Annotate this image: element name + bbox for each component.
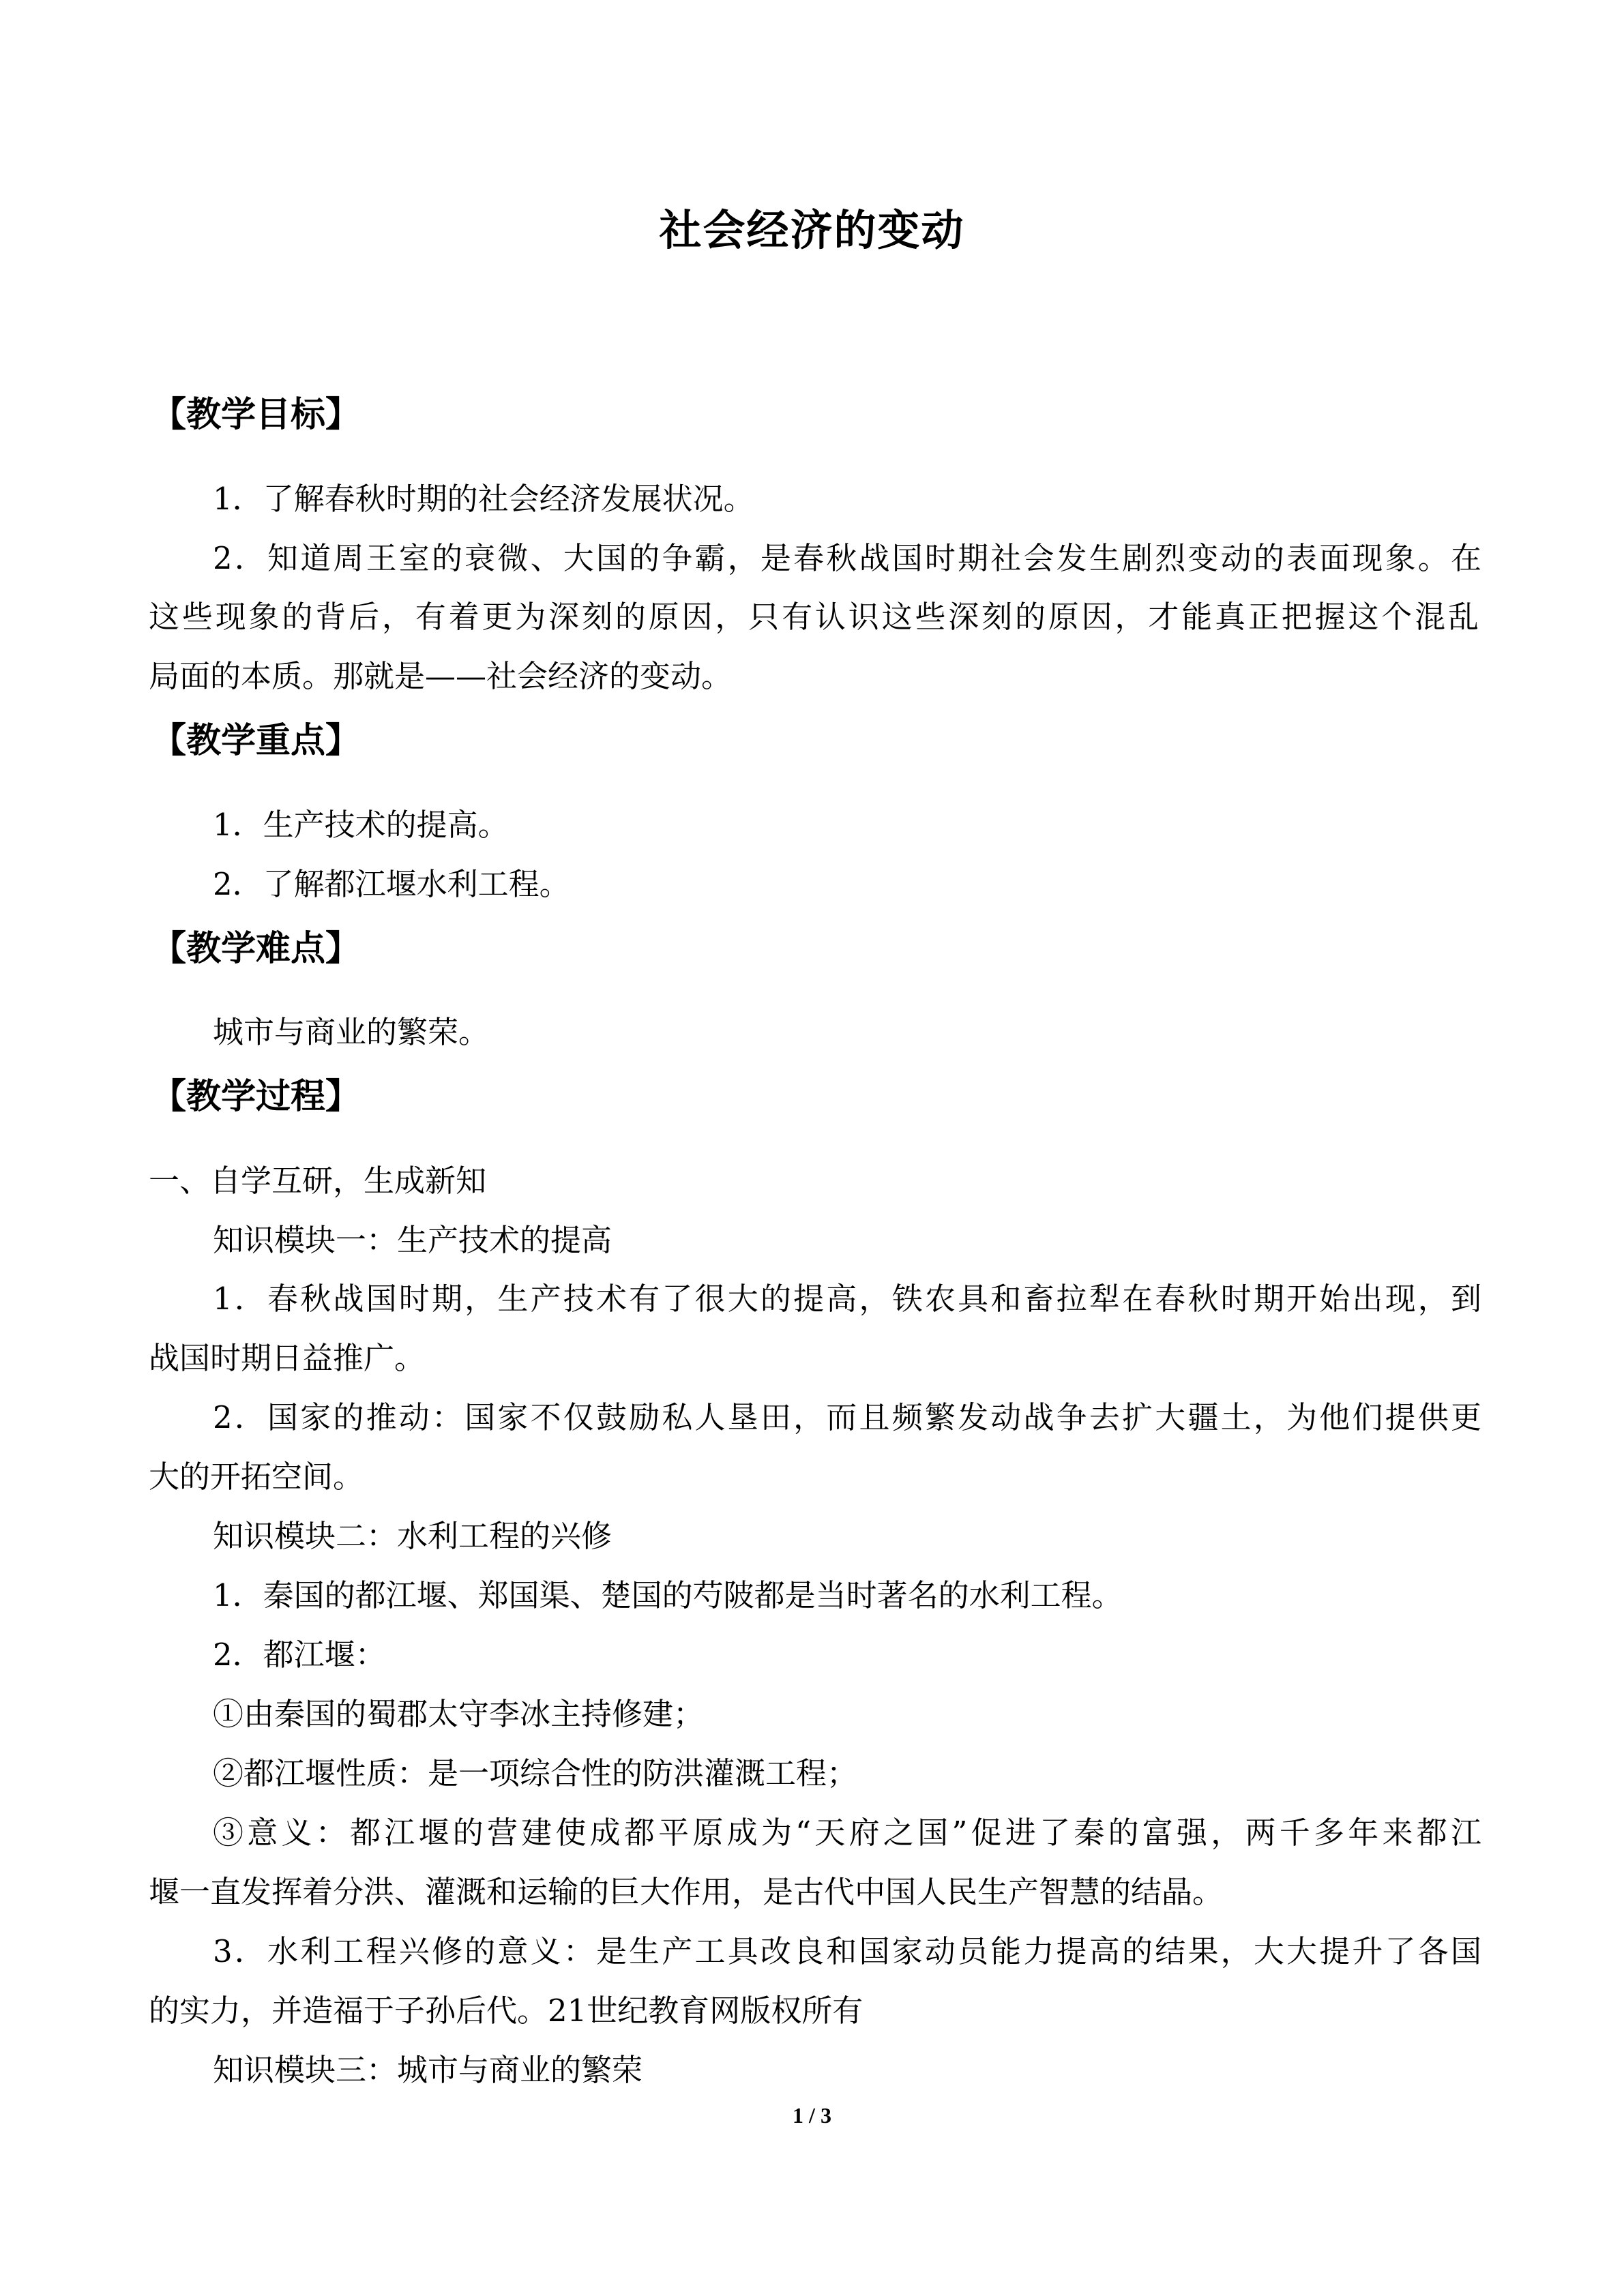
paragraph-line: ③意义：都江堰的营建使成都平原成为“天府之国”促进了秦的富强，两千多年来都江 bbox=[213, 1815, 1481, 1851]
paragraph-line: 的实力，并造福于子孙后代。21世纪教育网版权所有 bbox=[149, 1993, 863, 2029]
paragraph-line: 1．春秋战国时期，生产技术有了很大的提高，铁农具和畜拉犁在春秋时期开始出现，到 bbox=[213, 1281, 1481, 1317]
paragraph-line: 2．知道周王室的衰微、大国的争霸，是春秋战国时期社会发生剧烈变动的表面现象。在 bbox=[213, 540, 1481, 576]
paragraph-line: 2．了解都江堰水利工程。 bbox=[213, 866, 570, 902]
paragraph-line: 这些现象的背后，有着更为深刻的原因，只有认识这些深刻的原因，才能真正把握这个混乱 bbox=[149, 599, 1479, 635]
paragraph-line: 1．了解春秋时期的社会经济发展状况。 bbox=[213, 481, 754, 517]
page-number: 1 / 3 bbox=[793, 2103, 831, 2128]
paragraph-line: 2．都江堰： bbox=[213, 1637, 386, 1673]
document-title: 社会经济的变动 bbox=[659, 205, 965, 255]
section-heading-difficulties: 【教学难点】 bbox=[151, 929, 361, 969]
section-heading-process: 【教学过程】 bbox=[151, 1077, 361, 1117]
paragraph-line: 一、自学互研，生成新知 bbox=[149, 1163, 487, 1199]
paragraph-line: ①由秦国的蜀郡太守李冰主持修建； bbox=[213, 1696, 705, 1732]
section-heading-key-points: 【教学重点】 bbox=[151, 721, 361, 761]
paragraph-line: 堰一直发挥着分洪、灌溉和运输的巨大作用，是古代中国人民生产智慧的结晶。 bbox=[149, 1874, 1224, 1910]
paragraph-line: 局面的本质。那就是——社会经济的变动。 bbox=[149, 658, 733, 694]
paragraph-line: 城市与商业的繁荣。 bbox=[213, 1014, 490, 1050]
paragraph-line: 1．生产技术的提高。 bbox=[213, 807, 509, 843]
paragraph-line: 知识模块一：生产技术的提高 bbox=[213, 1222, 612, 1258]
paragraph-line: 大的开拓空间。 bbox=[149, 1459, 364, 1495]
paragraph-line: 知识模块三：城市与商业的繁荣 bbox=[213, 2052, 643, 2088]
section-heading-goals: 【教学目标】 bbox=[151, 395, 361, 435]
paragraph-line: 2．国家的推动：国家不仅鼓励私人垦田，而且频繁发动战争去扩大疆土，为他们提供更 bbox=[213, 1399, 1481, 1435]
paragraph-line: ②都江堰性质：是一项综合性的防洪灌溉工程； bbox=[213, 1755, 858, 1791]
paragraph-line: 3．水利工程兴修的意义：是生产工具改良和国家动员能力提高的结果，大大提升了各国 bbox=[213, 1933, 1481, 1969]
paragraph-line: 知识模块二：水利工程的兴修 bbox=[213, 1518, 612, 1554]
paragraph-line: 战国时期日益推广。 bbox=[149, 1340, 426, 1376]
paragraph-line: 1．秦国的都江堰、郑国渠、楚国的芍陂都是当时著名的水利工程。 bbox=[213, 1577, 1123, 1613]
